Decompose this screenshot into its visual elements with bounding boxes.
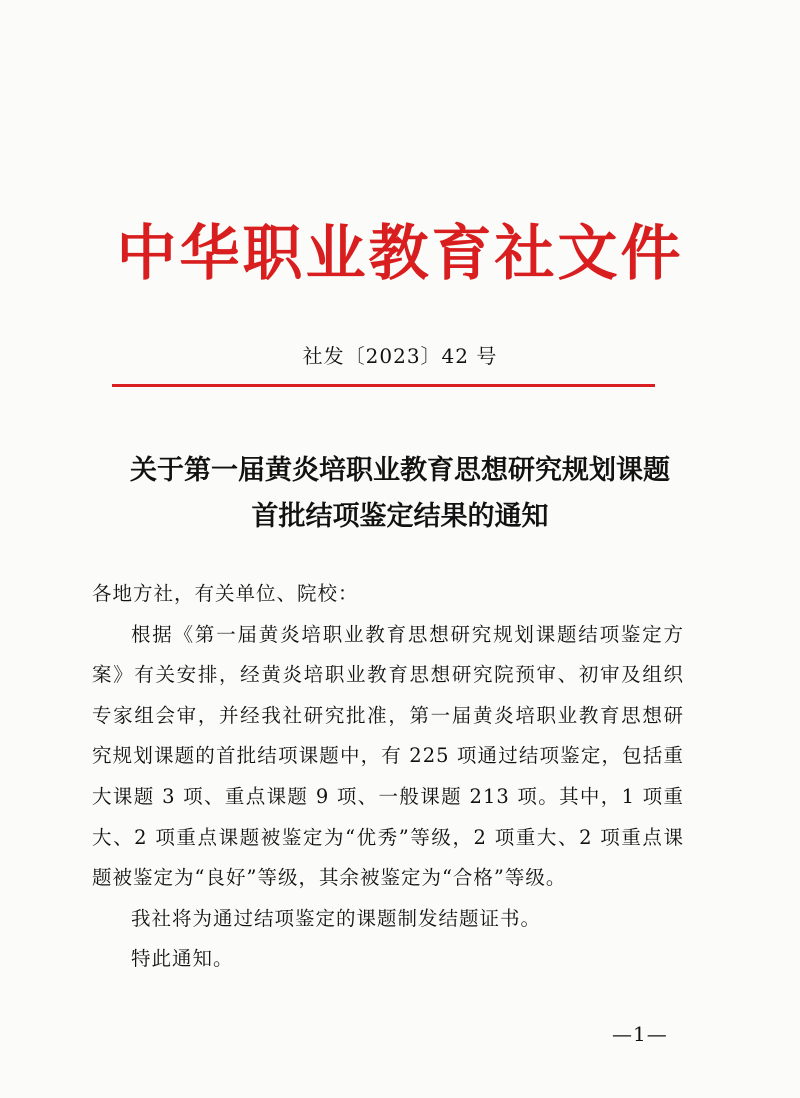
notice-title-line-1: 关于第一届黄炎培职业教育思想研究规划课题 [130, 455, 670, 486]
notice-title-line-2: 首批结项鉴定结果的通知 [251, 501, 549, 532]
body-paragraph: 特此通知。 [131, 947, 234, 971]
page-number: —1— [612, 1022, 668, 1046]
red-divider [112, 384, 655, 387]
notice-title [0, 448, 800, 540]
document-number: 社发〔2023〕42 号 [302, 344, 498, 368]
org-title: 中华职业教育社文件 [116, 219, 684, 289]
notice-body [92, 574, 684, 980]
salutation: 各地方社，有关单位、院校： [92, 582, 359, 605]
body-paragraph: 我社将为通过结项鉴定的课题制发结题证书。 [131, 906, 542, 930]
body-paragraph: 根据《第一届黄炎培职业教育思想研究规划课题结项鉴定方案》有关安排，经黄炎培职业教育思想研究院预审、初审及组织专家组会审，并经我社研究批准，第一届黄炎培职业教育思想研究规划课题的首批结项课题中，有 225 项通过结项鉴定，包括重大课题 3 项、重点课题 9 项、一般课题 213 项。其中，1 项重大、2 项重点课题被鉴定为“优秀”等级，2 项重大、2 项重点课题被鉴定为“良好”等级，其余被鉴定为“合格”等级。 [92, 622, 684, 890]
